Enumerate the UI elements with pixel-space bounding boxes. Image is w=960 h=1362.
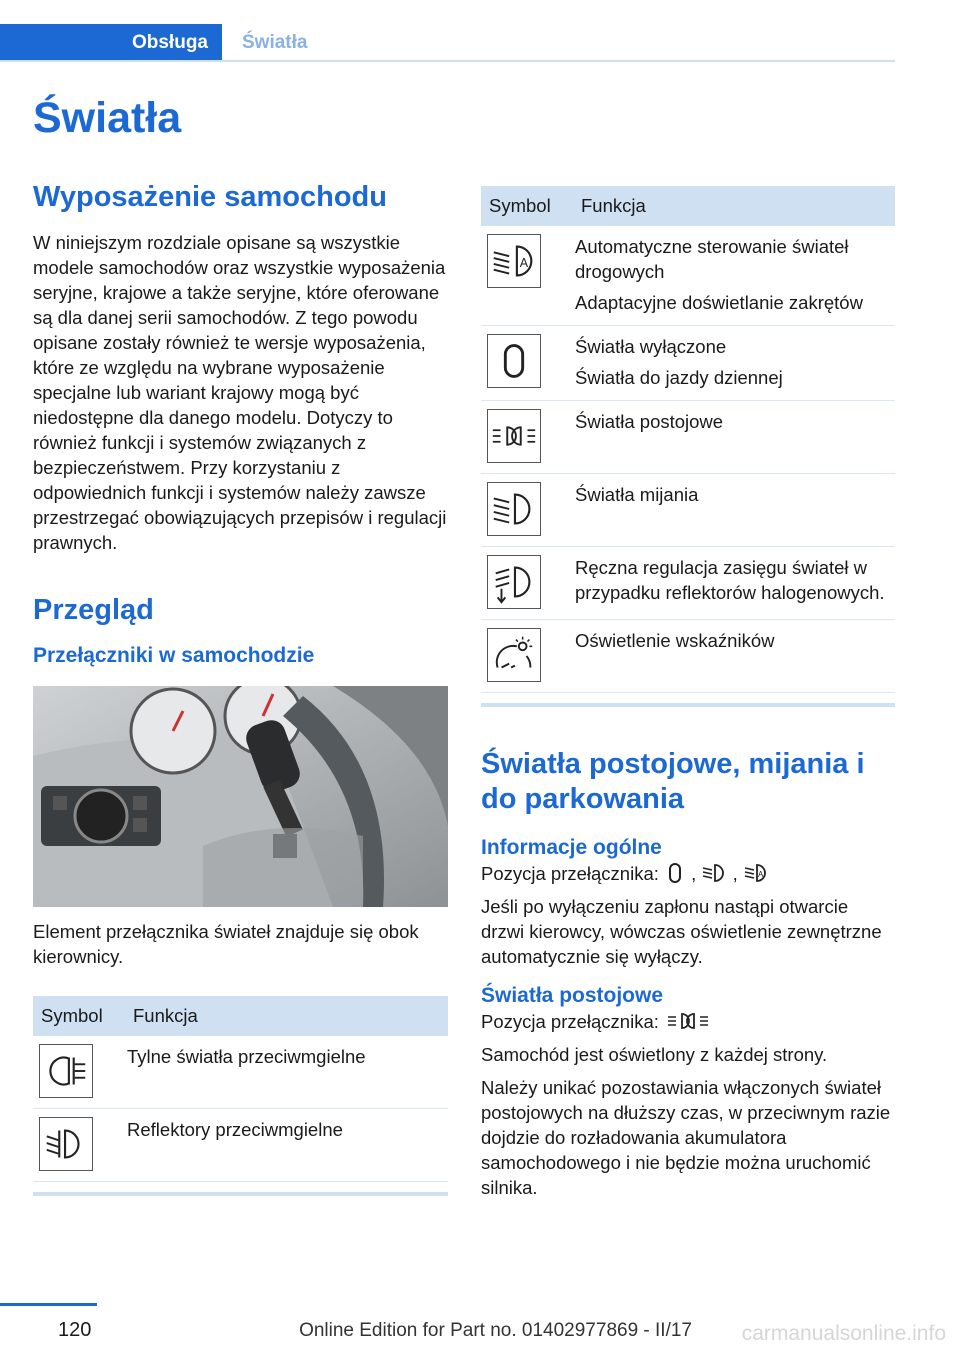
table-row xyxy=(481,474,895,547)
lights-off-icon xyxy=(664,862,686,884)
auto-headlight-icon xyxy=(487,234,541,288)
header-rule xyxy=(0,60,895,62)
separator: , xyxy=(732,863,738,884)
general-info-body: Jeśli po wyłączeniu zapłonu nastąpi otwarcie drzwi kierowcy, wówczas oświetlenie zewnętrzne automatycznie się wyłączy. xyxy=(481,896,882,967)
row-function: Światła mijania xyxy=(575,484,699,505)
section-lights-title: Światła postojowe, mijania i do parkowania xyxy=(481,748,865,815)
table-row xyxy=(33,1036,448,1109)
svg-text:A: A xyxy=(757,870,764,879)
auto-headlight-icon xyxy=(743,862,769,884)
front-fog-light-icon xyxy=(39,1117,93,1171)
left-symbol-table xyxy=(33,996,448,1182)
table-row xyxy=(481,226,895,326)
watermark: carmanualsonline.info xyxy=(741,1322,946,1345)
row-function: Tylne światła przeciwmgielne xyxy=(127,1046,366,1067)
page-number: 120 xyxy=(58,1319,92,1341)
row-function: Ręczna regulacja zasięgu świateł w przypadku reflektorów halogenowych. xyxy=(575,557,885,603)
photo-caption: Element przełącznika świateł znajduje się obok kierownicy. xyxy=(33,921,419,967)
table-row xyxy=(481,326,895,401)
section-equipment-body: W niniejszym rozdziale opisane są wszystkie modele samochodów oraz wszystkie wyposażenia seryjne, krajowe a także seryjne, które oferowane są dla danej serii samochodów. Z tego powodu opisane zostały również te wersje wyposażenia, które ze względu na wybrane wyposażenie specjalne lub wariant krajowy mogą być niedostępne dla danego modelu. Dotyczy to również funkcji i systemów związanych z bezpieczeństwem. Przy korzystaniu z odpowiednich funkcji i systemów należy zawsze przestrzegać obowiązujących przepisów i regulacji prawnych. xyxy=(33,232,447,553)
row-function: Oświetlenie wskaźników xyxy=(575,630,775,651)
switches-subtitle: Przełączniki w samochodzie xyxy=(33,644,315,667)
switch-position-label: Pozycja przełącznika: xyxy=(481,863,659,884)
row-function: Reflektory przeciwmgielne xyxy=(127,1119,343,1140)
row-function-secondary: Adaptacyjne doświetlanie zakrętów xyxy=(575,292,863,313)
page-title: Światła xyxy=(33,94,182,142)
row-function: Automatyczne sterowanie świateł drogowych xyxy=(575,236,849,282)
tab-obsluga[interactable]: Obsługa xyxy=(0,24,222,62)
table-row xyxy=(481,620,895,693)
tab-swiatla[interactable]: Światła xyxy=(242,32,308,53)
section-equipment-title: Wyposażenie samochodu xyxy=(33,181,387,213)
headlight-range-icon xyxy=(487,555,541,609)
row-function: Światła postojowe xyxy=(575,411,724,432)
header-bar xyxy=(0,24,895,62)
row-function-secondary: Światła do jazdy dziennej xyxy=(575,367,783,388)
general-info-title: Informacje ogólne xyxy=(481,836,662,859)
col-function-header: Funkcja xyxy=(573,186,895,226)
col-symbol-header: Symbol xyxy=(33,996,125,1036)
low-beam-icon xyxy=(701,862,727,884)
separator: , xyxy=(691,863,697,884)
table-end-rule xyxy=(33,1192,448,1196)
section-overview-title: Przegląd xyxy=(33,594,154,626)
table-end-rule xyxy=(481,703,895,707)
parking-switch-label: Pozycja przełącznika: xyxy=(481,1011,659,1032)
left-column xyxy=(33,180,448,1196)
footer-rule xyxy=(0,1303,97,1306)
parking-lights-icon xyxy=(664,1010,712,1032)
rear-fog-light-icon xyxy=(39,1044,93,1098)
row-function: Światła wyłączone xyxy=(575,336,727,357)
table-row xyxy=(481,547,895,620)
right-column xyxy=(481,186,895,1200)
right-symbol-table xyxy=(481,186,895,693)
col-symbol-header: Symbol xyxy=(481,186,573,226)
parking-switch-line xyxy=(481,1009,895,1034)
col-function-header: Funkcja xyxy=(125,996,448,1036)
table-row xyxy=(33,1109,448,1182)
low-beam-icon xyxy=(487,482,541,536)
instrument-lighting-icon xyxy=(487,628,541,682)
parking-body-2: Należy unikać pozostawiania włączonych świateł postojowych na dłuższy czas, w przeciwnym razie dojdzie do rozładowania akumulatora samochodowego i nie będzie można uruchomić silnika. xyxy=(481,1077,891,1198)
table-row xyxy=(481,401,895,474)
lights-off-icon xyxy=(487,334,541,388)
light-switch-photo xyxy=(33,686,448,907)
edition-note: Online Edition for Part no. 01402977869 - II/17 xyxy=(299,1320,692,1341)
svg-text:A: A xyxy=(519,255,529,270)
parking-body-1: Samochód jest oświetlony z każdej strony. xyxy=(481,1044,828,1065)
parking-lights-title: Światła postojowe xyxy=(481,984,664,1007)
parking-lights-icon xyxy=(487,409,541,463)
switch-position-line xyxy=(481,861,895,886)
